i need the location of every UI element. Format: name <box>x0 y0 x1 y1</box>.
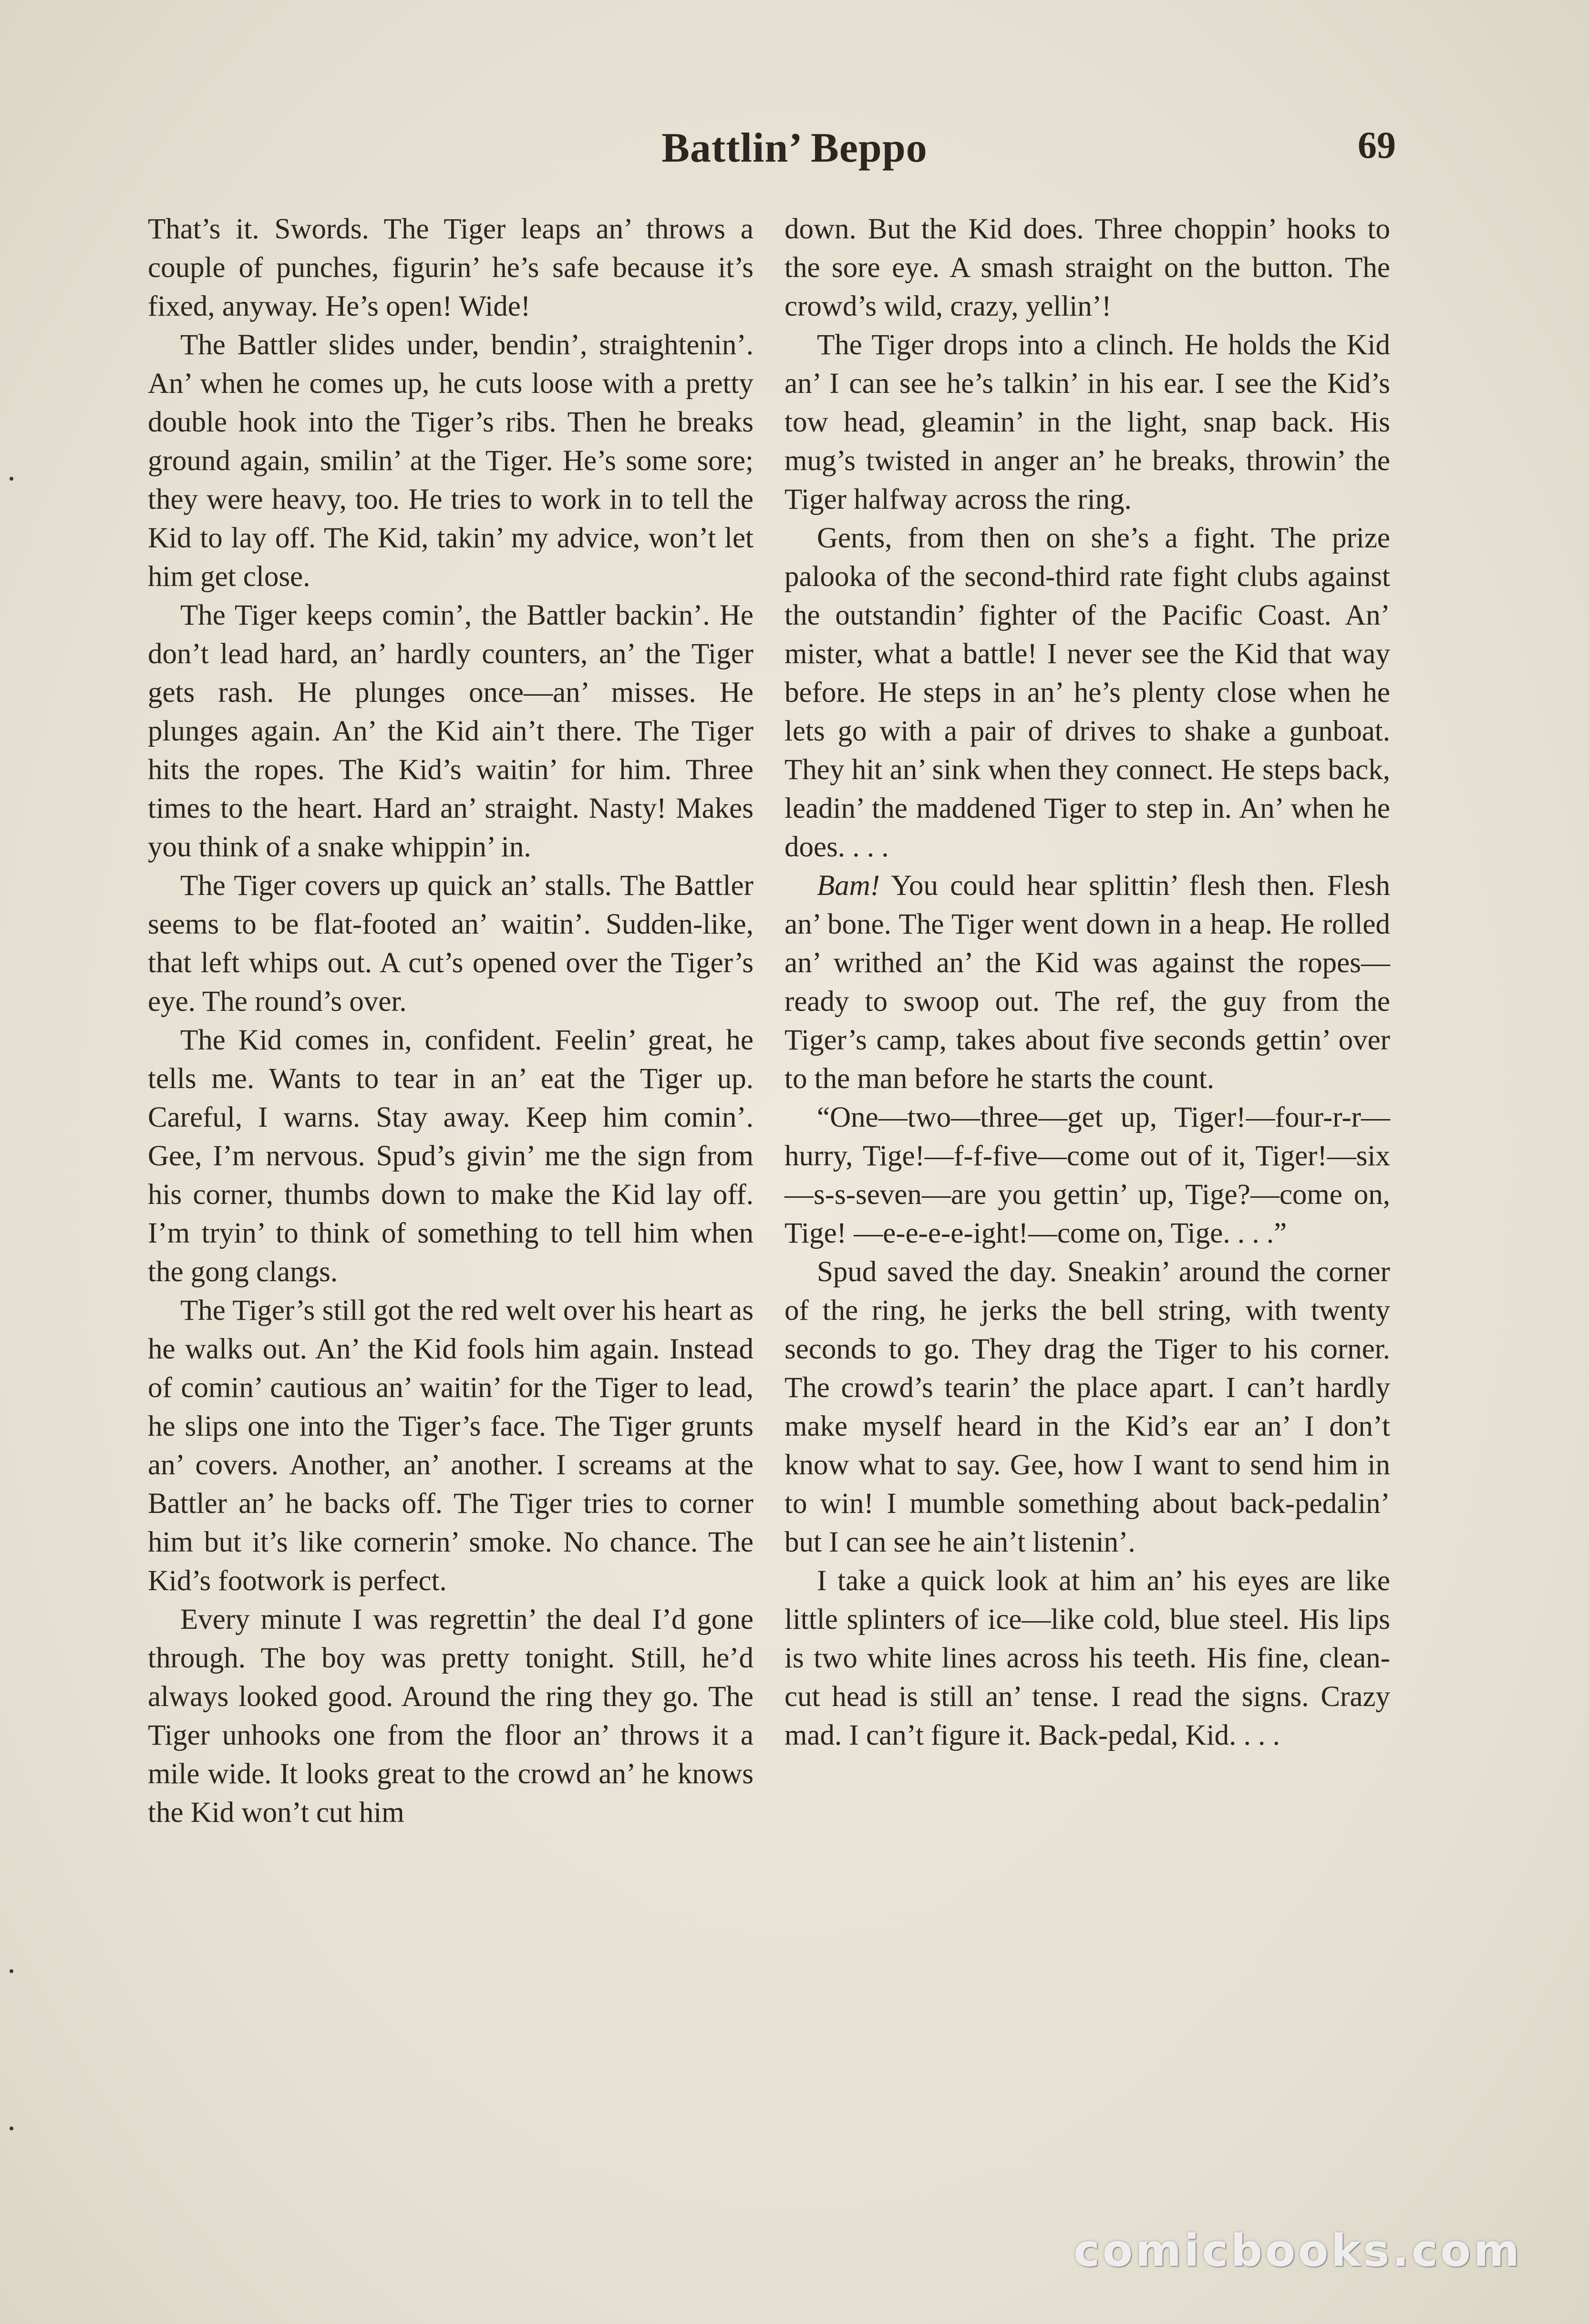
right-column <box>784 210 1390 1755</box>
running-head <box>0 114 1589 181</box>
paper-speck <box>10 2127 13 2130</box>
paragraph: The Kid comes in, confident. Feelin’ great, he tells me. Wants to tear in an’ eat the Tiger up. Careful, I warns. Stay away. Keep him comin’. Gee, I’m nervous. Spud’s givin’ me the sign from his corner, thumbs down to make the Kid lay off. I’m tryin’ to think of something to tell him when the gong clangs. <box>148 1024 753 1288</box>
paragraph: The Battler slides under, bendin’, straightenin’. An’ when he comes up, he cuts loose with a pretty double hook into the Tiger’s ribs. Then he breaks ground again, smilin’ at the Tiger. He’s some sore; they were heavy, too. He tries to work in to tell the Kid to lay off. The Kid, takin’ my advice, won’t let him get close. <box>148 329 753 593</box>
page-number: 69 <box>1358 124 1396 166</box>
paragraph: Bam! You could hear splittin’ flesh then. Flesh an’ bone. The Tiger went down in a heap. He rolled an’ writhed an’ the Kid was against the ropes—ready to swoop out. The ref, the guy from the Tiger’s camp, takes about five seconds gettin’ over to the man before he starts the count. <box>784 870 1390 1095</box>
paragraph: The Tiger keeps comin’, the Battler backin’. He don’t lead hard, an’ hardly counters, an’ the Tiger gets rash. He plunges once—an’ misses. He plunges again. An’ the Kid ain’t there. The Tiger hits the ropes. The Kid’s waitin’ for him. Three times to the heart. Hard an’ straight. Nasty! Makes you think of a snake whippin’ in. <box>148 599 753 863</box>
paragraph: That’s it. Swords. The Tiger leaps an’ throws a couple of punches, figurin’ he’s safe because it’s fixed, anyway. He’s open! Wide! <box>148 213 753 322</box>
paragraph: The Tiger covers up quick an’ stalls. The Battler seems to be flat-footed an’ waitin’. Sudden-like, that left whips out. A cut’s opened over the Tiger’s eye. The round’s over. <box>148 870 753 1018</box>
paragraph: down. But the Kid does. Three choppin’ hooks to the sore eye. A smash straight on the button. The crowd’s wild, crazy, yellin’! <box>784 213 1390 322</box>
paragraph: “One—two—three—get up, Tiger!—four-r-r—hurry, Tige!—f-f-five—come out of it, Tiger!—six—s-s-seven—are you gettin’ up, Tige?—come on, Tige! —e-e-e-e-ight!—come on, Tige. . . .” <box>784 1101 1390 1249</box>
paper-speck <box>10 1969 13 1973</box>
paragraph: Spud saved the day. Sneakin’ around the corner of the ring, he jerks the bell string, with twenty seconds to go. They drag the Tiger to his corner. The crowd’s tearin’ the place apart. I can’t hardly make myself heard in the Kid’s ear an’ I don’t know what to say. Gee, how I want to send him in to win! I mumble something about back-pedalin’ but I can see he ain’t listenin’. <box>784 1256 1390 1558</box>
emphasis-text: Bam! <box>817 870 880 902</box>
paragraph: The Tiger’s still got the red welt over his heart as he walks out. An’ the Kid fools him again. Instead of comin’ cautious an’ waitin’ for the Tiger to lead, he slips one into the Tiger’s face. The Tiger grunts an’ covers. Another, an’ another. I screams at the Battler an’ he backs off. The Tiger tries to corner him but it’s like cornerin’ smoke. No chance. The Kid’s footwork is perfect. <box>148 1295 753 1597</box>
paragraph: I take a quick look at him an’ his eyes are like little splinters of ice—like cold, blue steel. His lips is two white lines across his teeth. His fine, clean-cut head is still an’ tense. I read the signs. Crazy mad. I can’t figure it. Back-pedal, Kid. . . . <box>784 1565 1390 1751</box>
page-title: Battlin’ Beppo <box>661 125 928 171</box>
paragraph: Gents, from then on she’s a fight. The prize palooka of the second-third rate fight clubs against the outstandin’ fighter of the Pacific Coast. An’ mister, what a battle! I never see the Kid that way before. He steps in an’ he’s plenty close when he lets go with a pair of drives to shake a gunboat. They hit an’ sink when they connect. He steps back, leadin’ the maddened Tiger to step in. An’ when he does. . . . <box>784 522 1390 863</box>
paper-speck <box>10 477 13 481</box>
paragraph: The Tiger drops into a clinch. He holds the Kid an’ I can see he’s talkin’ in his ear. I see the Kid’s tow head, gleamin’ in the light, snap back. His mug’s twisted in anger an’ he breaks, throwin’ the Tiger halfway across the ring. <box>784 329 1390 515</box>
left-column <box>148 210 753 1832</box>
watermark: comicbooks.com <box>1073 2225 1522 2276</box>
paragraph: Every minute I was regrettin’ the deal I’d gone through. The boy was pretty tonight. Still, he’d always looked good. Around the ring they go. The Tiger unhooks one from the floor an’ throws it a mile wide. It looks great to the crowd an’ he knows the Kid won’t cut him <box>148 1604 753 1829</box>
